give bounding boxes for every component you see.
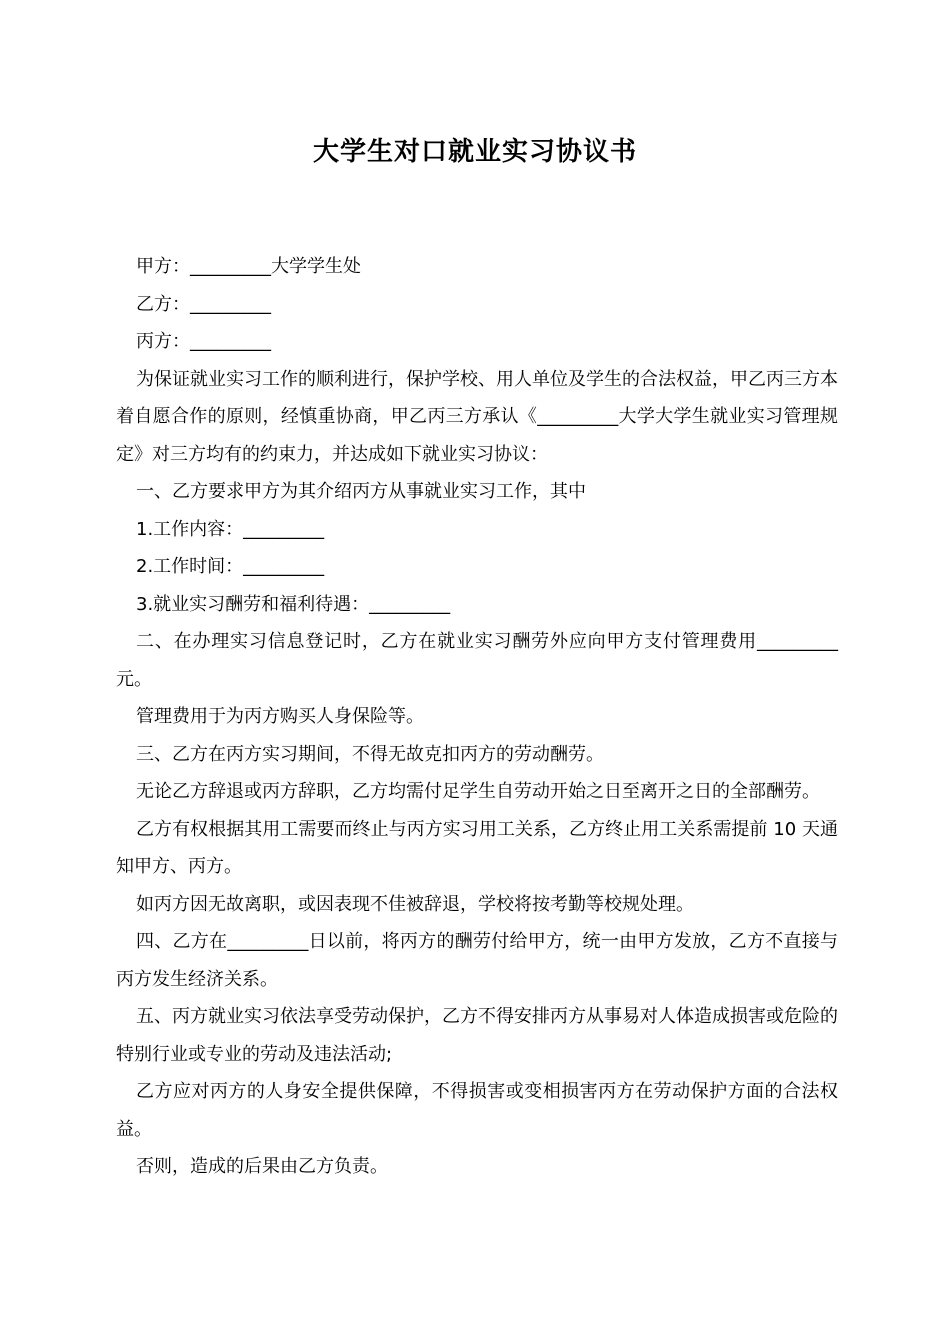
- clause-2-note: 管理费用于为丙方购买人身保险等。: [136, 706, 424, 727]
- clause-5-liability: 否则，造成的后果由乙方负责。: [136, 1156, 388, 1177]
- clause-5-safety: 乙方应对丙方的人身安全提供保障，不得损害或变相损害丙方在劳动保护方面的合法权益。: [116, 1081, 838, 1140]
- clause-4-paragraph: 四、乙方在_________日以前，将丙方的酬劳付给甲方，统一由甲方发放，乙方不直接与丙方发生经济关系。: [116, 931, 838, 990]
- preamble-paragraph: 为保证就业实习工作的顺利进行，保护学校、用人单位及学生的合法权益，甲乙丙三方本着自愿合作的原则，经慎重协商，甲乙丙三方承认《_________大学大学生就业实习管理规定》对三方均有的约束力，并达成如下就业实习协议：: [116, 368, 838, 465]
- clause-3-paragraph: 三、乙方在丙方实习期间，不得无故克扣丙方的劳动酬劳。: [136, 743, 604, 765]
- clause-1-item-work-content: 1.工作内容：_________: [136, 518, 325, 540]
- party-a-line: 甲方：_________大学学生处: [136, 256, 361, 277]
- clause-1-item-work-time: 2.工作时间：_________: [136, 556, 325, 577]
- document-body: [116, 248, 838, 1186]
- clause-1-item-pay-benefits: 3.就业实习酬劳和福利待遇：_________: [136, 593, 451, 615]
- clause-3-resignation: 无论乙方辞退或丙方辞职，乙方均需付足学生自劳动开始之日至离开之日的全部酬劳。: [136, 781, 820, 802]
- clause-3-termination: 乙方有权根据其用工需要而终止与丙方实习用工关系，乙方终止用工关系需提前 10 天通知甲方、丙方。: [116, 818, 838, 877]
- document-title: 大学生对口就业实习协议书: [312, 137, 637, 167]
- party-c-line: 丙方：_________: [136, 331, 271, 352]
- clause-3-discipline: 如丙方因无故离职，或因表现不佳被辞退，学校将按考勤等校规处理。: [136, 893, 694, 915]
- clause-2-paragraph: 二、在办理实习信息登记时，乙方在就业实习酬劳外应向甲方支付管理费用_________元。: [116, 631, 838, 690]
- clause-1-heading: 一、乙方要求甲方为其介绍丙方从事就业实习工作，其中: [136, 481, 586, 502]
- party-b-line: 乙方：_________: [136, 293, 271, 315]
- clause-5-paragraph: 五、丙方就业实习依法享受劳动保护，乙方不得安排丙方从事易对人体造成损害或危险的特别行业或专业的劳动及违法活动;: [116, 1006, 838, 1065]
